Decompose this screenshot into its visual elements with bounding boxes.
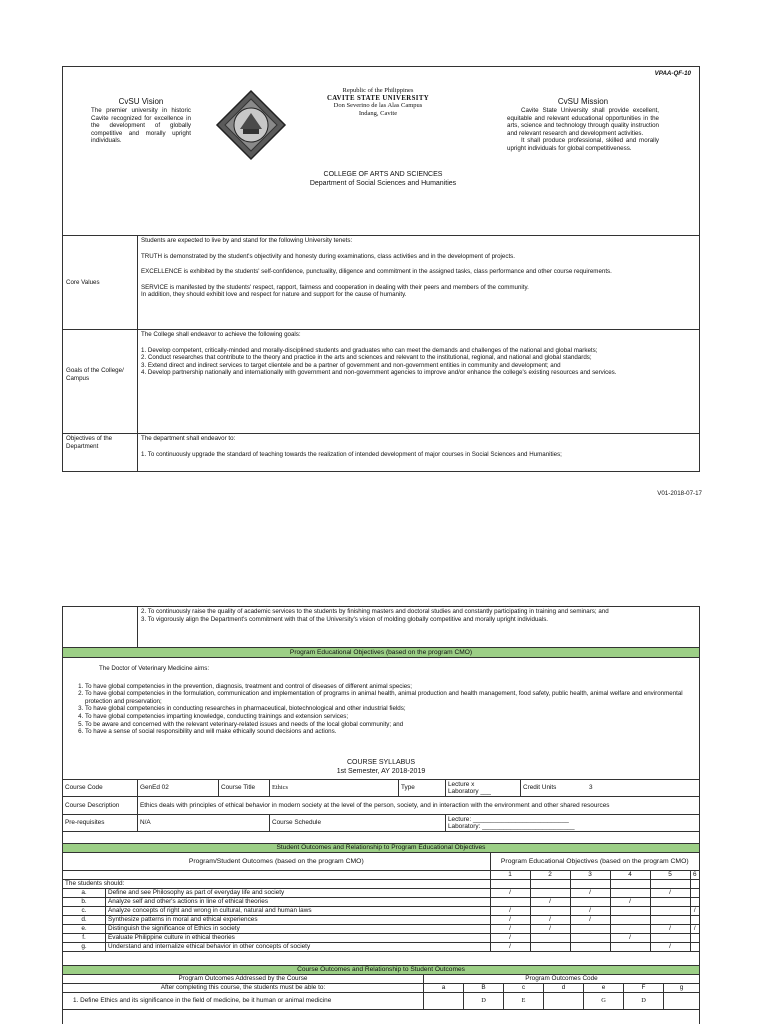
so-text: Synthesize patterns in moral and ethical experiences <box>106 916 491 925</box>
college-header <box>263 171 503 188</box>
goals-label: Goals of the College/ Campus <box>66 367 124 382</box>
po-code: E <box>504 993 544 1010</box>
so-text: Analyze concepts of right and wrong in cultural, natural and human laws <box>106 907 491 916</box>
table-row <box>63 943 700 952</box>
peo-item: 5. To be aware and concerned with the relevant veterinary-related issues and needs of the local global community; and <box>85 721 695 729</box>
course-description-value: Ethics deals with principles of ethical behavior in modern society at the level of the person, society, and in interaction with the environment and other shared resources <box>138 797 700 815</box>
so-mark <box>690 898 699 907</box>
mission-block <box>507 97 659 153</box>
so-mark: / <box>650 925 690 934</box>
syllabus-page-1 <box>62 66 700 472</box>
goal-2: 2. Conduct researches that contribute to the theory and practice in the arts and sciences and relevant to the institutional, regional, and national and global standards; <box>141 354 592 362</box>
co-left-subheader: After completing this course, the students must be able to: <box>63 984 424 993</box>
objectives-label: Objectives of the Department <box>66 435 113 450</box>
goal-3: 3. Extend direct and indirect services to target clientele and be a partner of government and non-government entities in community and development; and <box>141 361 561 369</box>
so-mark: / <box>610 898 650 907</box>
prerequisites-value: N/A <box>138 815 270 832</box>
po-col-d: d <box>544 984 584 993</box>
goal-4: 4. Develop partnership nationally and internationally with government and non-government agencies to improve and/or enhance the college's existing resources and services. <box>141 369 617 377</box>
so-mark: / <box>530 916 570 925</box>
so-text: Analyze self and other's actions in line of ethical theories <box>106 898 491 907</box>
credit-units-value: 3 <box>587 780 700 797</box>
peo-col-4: 4 <box>610 871 650 880</box>
table-row <box>63 907 700 916</box>
version-code: V01-2018-07-17 <box>657 490 702 497</box>
so-mark: / <box>530 898 570 907</box>
so-mark <box>490 898 530 907</box>
so-letter: f. <box>63 934 106 943</box>
so-text: Evaluate Philippine culture in ethical theories <box>106 934 491 943</box>
peo-header: Program Educational Objectives (based on the program CMO) <box>63 647 699 658</box>
vision-title: CvSU Vision <box>118 97 164 106</box>
mission-title: CvSU Mission <box>557 97 609 106</box>
so-mark <box>650 916 690 925</box>
peo-item: 2. To have global competencies in the formulation, communication and implementation of programs in animal health, animal production and health management, food safety, public health, animal welfare and environmental protection and preservation; <box>85 690 695 705</box>
so-mark: / <box>490 889 530 898</box>
co-header: Course Outcomes and Relationship to Student Outcomes <box>63 965 699 975</box>
so-letter: d. <box>63 916 106 925</box>
po-col-c: c <box>504 984 544 993</box>
peo-item: 4. To have global competencies imparting knowledge, conducting trainings and extension services; <box>85 713 695 721</box>
objective-1: 1. To continuously upgrade the standard of teaching towards the realization of intended development of major courses in Social Sciences and Humanities; <box>141 450 562 458</box>
course-code-label: Course Code <box>63 780 138 797</box>
so-mark: / <box>490 943 530 952</box>
table-row <box>63 916 700 925</box>
goals-content <box>141 331 693 377</box>
so-column-header: Program/Student Outcomes (based on the program CMO) <box>63 853 491 871</box>
peo-item: 1. To have global competencies in the prevention, diagnosis, treatment and control of diseases of different animal species; <box>85 683 695 691</box>
syllabus-title: COURSE SYLLABUS <box>346 759 416 766</box>
so-mark: / <box>650 943 690 952</box>
core-values-label: Core Values <box>66 279 100 286</box>
so-text: Define and see Philosophy as part of everyday life and society <box>106 889 491 898</box>
so-mark <box>530 889 570 898</box>
goals-intro: The College shall endeavor to achieve the following goals: <box>141 331 301 338</box>
so-mark <box>570 943 610 952</box>
course-type-value <box>446 780 521 797</box>
peo-col-6: 6 <box>690 871 699 880</box>
objectives-continued <box>141 608 697 623</box>
po-col-e: e <box>584 984 624 993</box>
so-mark: / <box>530 925 570 934</box>
so-letter: e. <box>63 925 106 934</box>
so-mark: / <box>490 925 530 934</box>
so-mark <box>610 943 650 952</box>
syllabus-page-2 <box>62 606 700 1024</box>
po-code: G <box>584 993 624 1010</box>
table-row <box>63 898 700 907</box>
course-outcomes-table <box>62 974 700 1010</box>
table-row <box>63 889 700 898</box>
course-schedule-label: Course Schedule <box>270 815 446 832</box>
prerequisites-label: Pre-requisites <box>63 815 138 832</box>
po-code <box>544 993 584 1010</box>
core-values-intro: Students are expected to live by and stand for the following University tenets: <box>141 237 353 244</box>
course-title-label: Course Title <box>219 780 270 797</box>
header-campus: Don Severino de las Alas Campus <box>333 102 423 109</box>
co-left-header: Program Outcomes Addressed by the Course <box>63 975 424 984</box>
vision-block <box>91 97 191 145</box>
goal-1: 1. Develop competent, critically-minded and morally-disciplined students and graduates who can meet the demands and challenges of the national and global markets; <box>141 346 598 354</box>
so-text: Understand and internalize ethical behavior in other concepts of society <box>106 943 491 952</box>
po-col-a: a <box>424 984 464 993</box>
core-value-truth: TRUTH is demonstrated by the student's objectivity and honesty during examinations, class activities and in the development of projects. <box>141 252 515 260</box>
so-mark <box>650 934 690 943</box>
so-mark <box>570 898 610 907</box>
so-mark <box>530 943 570 952</box>
mission-text: Cavite State University shall provide excellent, equitable and relevant educational opportunities in the arts, science and technology through quality instruction and relevant research and development activities. <box>507 107 659 137</box>
course-code-value: GenEd 02 <box>138 780 219 797</box>
so-mark <box>690 916 699 925</box>
so-mark: / <box>570 916 610 925</box>
so-mark: / <box>610 934 650 943</box>
peo-list <box>63 683 695 736</box>
vision-text: The premier university in historic Cavite recognized for excellence in the development of globally competitive and morally upright individuals. <box>91 107 191 145</box>
so-letter: a. <box>63 889 106 898</box>
course-type-label: Type <box>399 780 446 797</box>
lecture-option: Lecture x <box>448 780 475 788</box>
syllabus-heading <box>63 759 699 776</box>
mission-text-2: It shall produce professional, skilled and morally upright individuals for global competitiveness. <box>507 137 659 152</box>
course-info-table <box>62 779 700 832</box>
student-outcomes-table <box>62 852 700 952</box>
peo-item: 6. To have a sense of social responsibility and will make ethically sound decisions and actions. <box>85 728 695 736</box>
laboratory-option: Laboratory ___ <box>448 788 491 795</box>
so-mark: / <box>490 916 530 925</box>
objectives-content <box>141 435 693 458</box>
so-text: Distinguish the significance of Ethics in society <box>106 925 491 934</box>
so-mark <box>530 934 570 943</box>
core-values-content <box>141 237 693 299</box>
objectives-intro: The department shall endeavor to: <box>141 435 236 442</box>
po-code-header: Program Outcomes Code <box>424 975 700 984</box>
header-university: CAVITE STATE UNIVERSITY <box>326 94 430 102</box>
so-mark <box>610 916 650 925</box>
so-header: Student Outcomes and Relationship to Program Educational Objectives <box>63 843 699 853</box>
header-location: Indang, Cavite <box>358 109 398 117</box>
core-value-service: SERVICE is manifested by the students' respect, rapport, fairness and cooperation in dealing with their peers and members of the community. <box>141 283 529 291</box>
po-col-f: F <box>624 984 664 993</box>
so-mark: / <box>650 889 690 898</box>
so-mark <box>570 934 610 943</box>
objective-2: 2. To continuously raise the quality of academic services to the students by finishing masters and doctoral studies and constantly participating in training and seminars; and <box>141 608 609 615</box>
so-mark: / <box>690 925 699 934</box>
department-name: Department of Social Sciences and Humanities <box>309 179 457 187</box>
semester-label: 1st Semester, AY 2018-2019 <box>336 767 426 775</box>
table-row <box>63 934 700 943</box>
so-letter: b. <box>63 898 106 907</box>
po-code <box>424 993 464 1010</box>
course-description-label: Course Description <box>63 797 138 815</box>
so-mark <box>690 889 699 898</box>
college-name: COLLEGE OF ARTS AND SCIENCES <box>323 171 443 178</box>
so-mark <box>530 907 570 916</box>
peo-item: 3. To have global competencies in conducting researches in pharmaceutical, biotechnological and other industrial fields; <box>85 705 695 713</box>
peo-intro: The Doctor of Veterinary Medicine aims: <box>99 665 210 672</box>
so-mark: / <box>570 889 610 898</box>
po-code <box>664 993 700 1010</box>
schedule-laboratory: Laboratory: __________________________ <box>448 823 575 830</box>
so-mark: / <box>490 934 530 943</box>
so-mark <box>610 907 650 916</box>
po-code: D <box>624 993 664 1010</box>
peo-column-header: Program Educational Objectives (based on the program CMO) <box>490 853 699 871</box>
so-letter: g. <box>63 943 106 952</box>
so-mark: / <box>490 907 530 916</box>
schedule-lecture: Lecture: ___________________________ <box>448 815 569 823</box>
peo-col-5: 5 <box>650 871 690 880</box>
po-col-b: B <box>464 984 504 993</box>
so-mark <box>690 934 699 943</box>
objective-3: 3. To vigorously align the Department's commitment with that of the University's vision of molding globally competitive and morally upright individuals. <box>141 615 549 623</box>
so-mark: / <box>690 907 699 916</box>
so-mark: / <box>570 907 610 916</box>
document-code: VPAA-QF-10 <box>654 70 691 77</box>
so-mark <box>650 898 690 907</box>
so-mark <box>690 943 699 952</box>
po-col-g: g <box>664 984 700 993</box>
peo-col-1: 1 <box>490 871 530 880</box>
table-row <box>63 925 700 934</box>
peo-content <box>63 665 695 736</box>
header-republic: Republic of the Philippines <box>342 87 414 94</box>
so-mark <box>610 889 650 898</box>
course-schedule-value <box>446 815 700 832</box>
so-mark <box>610 925 650 934</box>
so-letter: c. <box>63 907 106 916</box>
peo-col-2: 2 <box>530 871 570 880</box>
peo-col-3: 3 <box>570 871 610 880</box>
so-mark <box>650 907 690 916</box>
so-intro: The students should: <box>63 880 491 889</box>
core-values-addition: In addition, they should exhibit love and respect for nature and support for the cause of humanity. <box>141 291 407 299</box>
university-header <box>273 87 483 117</box>
table-row <box>63 993 700 1010</box>
course-title-value: Ethics <box>270 780 399 797</box>
po-code: D <box>464 993 504 1010</box>
credit-units-label: Credit Units <box>521 780 588 797</box>
core-value-excellence: EXCELLENCE is exhibited by the students' self-confidence, punctuality, diligence and commitment in the assigned tasks, class performance and other course requirements. <box>141 268 612 276</box>
so-mark <box>570 925 610 934</box>
co-text: 1. Define Ethics and its significance in the field of medicine, be it human or animal medicine <box>63 993 424 1010</box>
